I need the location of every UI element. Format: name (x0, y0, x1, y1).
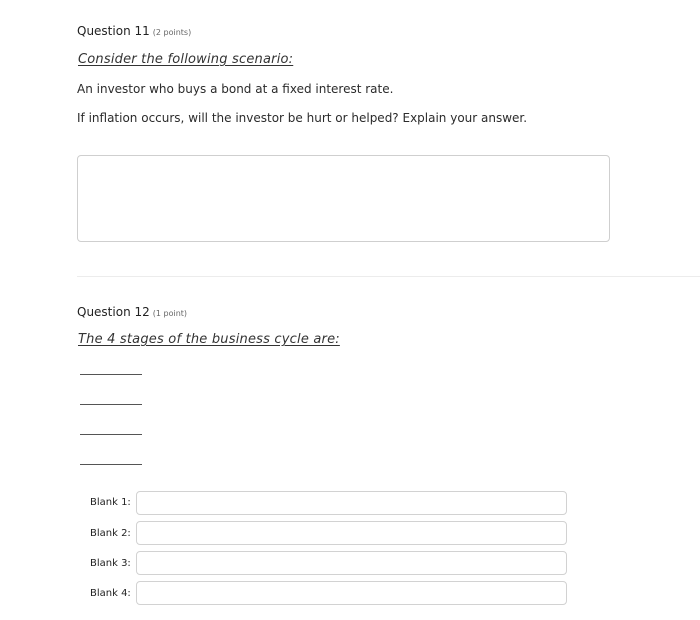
blank-line-1 (80, 374, 142, 375)
blank-line-2 (80, 404, 142, 405)
blank-line-4 (80, 464, 142, 465)
question-11-header (77, 24, 191, 38)
question-11-title: Question 11 (77, 24, 150, 38)
question-11-answer-textarea[interactable] (77, 155, 610, 242)
blank-1-label: Blank 1: (90, 497, 131, 508)
blank-4-label: Blank 4: (90, 588, 131, 599)
blank-line-3 (80, 434, 142, 435)
question-12-points: (1 point) (152, 309, 188, 318)
question-12-title: Question 12 (77, 305, 150, 319)
blank-2-label: Blank 2: (90, 528, 131, 539)
question-12-header (77, 305, 187, 319)
blank-3-label: Blank 3: (90, 558, 131, 569)
blank-4-input[interactable] (136, 581, 567, 605)
question-11-text-1: An investor who buys a bond at a fixed interest rate. (77, 82, 394, 96)
question-11-text-2: If inflation occurs, will the investor be hurt or helped? Explain your answer. (77, 111, 528, 125)
question-11-prompt: Consider the following scenario: (78, 52, 294, 67)
blank-1-input[interactable] (136, 491, 567, 515)
blank-2-input[interactable] (136, 521, 567, 545)
question-divider (77, 276, 700, 277)
blank-3-input[interactable] (136, 551, 567, 575)
question-12-prompt: The 4 stages of the business cycle are: (78, 332, 340, 347)
question-11-points: (2 points) (152, 28, 192, 37)
